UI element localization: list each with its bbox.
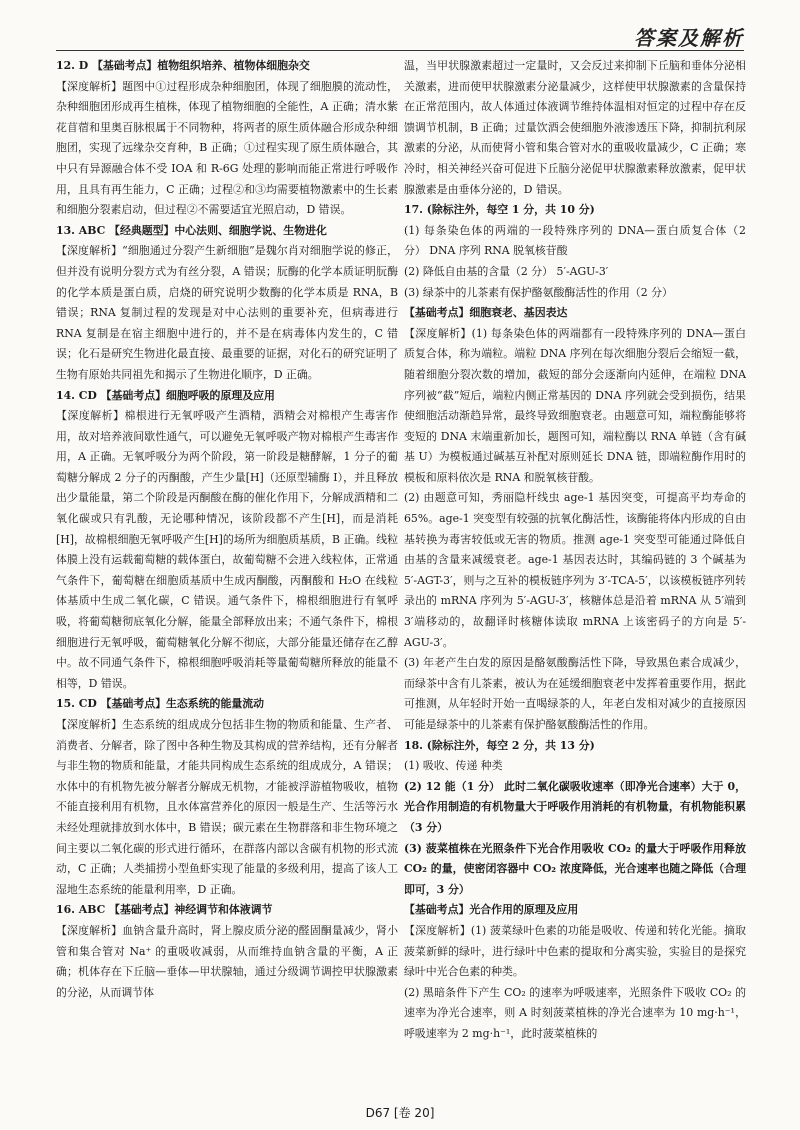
q18-head: 18. (除标注外，每空 2 分，共 13 分) [404, 738, 595, 752]
q17-analysis-2: (2) 由题意可知，秀丽隐杆线虫 age-1 基因突变，可提高平均寿命的 65%。age-1 突变型有较强的抗氧化酶活性，该酶能将体内形成的自由基转换为毒害较低或无害的物质。推测 age-1 突变型可能通过降低自由基的含量来减缓衰老。age-1 基因表达时，其编码链的 3 个碱基为 5′-AGT-3′，则与之互补的模板链序列为 3′-TCA-5′，以该模板链序列转录出的 mRNA 序列为 5′-AGU-3′，核糖体总是沿着 mRNA 从 5′端到 3′端移动的，故翻译时核糖体读取 mRNA 上该密码子的方向是 5′-AGU-3′。 [404, 491, 746, 649]
q13-analysis: 【深度解析】“细胞通过分裂产生新细胞”是魏尔肖对细胞学说的修正，但并没有说明分裂方式为有丝分裂，A 错误；朊酶的化学本质证明朊酶的化学本质是蛋白质，启烧的研究说明少数酶的化学本质是 RNA，B 错误；RNA 复制过程的发现是对中心法则的重要补充，但病毒进行 RNA 复制是在宿主细胞中进行的，并不是在病毒体内发生的，C 错误；化石是研究生物进化最直接、最重要的证据，对化石的研究证明了生物有原始共同祖先和揭示了生物进化顺序，D 正确。 [56, 244, 398, 381]
q12-head: 12. D 【基础考点】植物组织培养、植物体细胞杂交 [56, 59, 310, 72]
q13-head: 13. ABC 【经典题型】中心法则、细胞学说、生物进化 [56, 223, 327, 237]
q18-analysis-2: (2) 黑暗条件下产生 CO₂ 的速率为呼吸速率，光照条件下吸收 CO₂ 的速率为净光合速率，则 A 时刻菠菜植株的净光合速率为 10 mg·h⁻¹，呼吸速率为 2 mg·h⁻¹，此时菠菜植株的 [404, 985, 746, 1040]
q14-analysis: 【深度解析】棉根进行无氧呼吸产生酒精，酒精会对棉根产生毒害作用，故对培养液间歇性通气，可以避免无氧呼吸产物对棉根产生毒害作用，A 正确。无氧呼吸分为两个阶段，第一阶段是糖酵解，1 分子的葡萄糖分解成 2 分子的丙酮酸，产生少量[H]（还原型辅酶 Ⅰ），并且释放出少量能量，第二个阶段是丙酮酸在酶的催化作用下，分解成酒精和二氧化碳或只有乳酸，无论哪种情况，该阶段都不产生[H]，而是消耗[H]，故棉根细胞无氧呼吸产生[H]的场所为细胞质基质，B 正确。线粒体膜上没有运载葡萄糖的载体蛋白，故葡萄糖不会进入线粒体，正常通气条件下，葡萄糖在细胞质基质中生成丙酮酸，丙酮酸和 H₂O 在线粒体基质中生成二氧化碳，C 错误。通气条件下，棉根细胞进行有氧呼吸，将葡萄糖彻底氧化分解，能量全部释放出来；不通气条件下，棉根细胞进行无氧呼吸，葡萄糖氧化分解不彻底，大部分能量还储存在乙醇中。故不同通气条件下，棉根细胞呼吸消耗等量葡萄糖所释放的能量不相等，D 错误。 [56, 409, 398, 690]
q18-analysis-1: 【深度解析】(1) 菠菜绿叶色素的功能是吸收、传递和转化光能。摘取菠菜新鲜的绿叶，进行绿叶中色素的提取和分离实验，实验目的是探究绿叶中光合色素的种类。 [404, 923, 746, 979]
q18-answer-1: (1) 吸收、传递 种类 [404, 759, 503, 773]
q15-analysis: 【深度解析】生态系统的组成成分包括非生物的物质和能量、生产者、消费者、分解者，除了图中各种生物及其构成的营养结构，还有分解者与非生物的物质和能量，才能共同构成生态系统的组成成分，A 错误；水体中的有机物先被分解者分解成无机物，才能被浮游植物吸收，植物不能直接利用有机物，且水体富营养化的原因一般是生产、生活等污水未经处理就排放到水体中，B 错误；碳元素在生物群落和非生物环境之间主要以二氧化碳的形式进行循环，在群落内部以含碳有机物的形式流动，C 正确；人类捕捞小型鱼虾实现了能量的多级利用，提高了该人工湿地生态系统的能量利用率，D 正确。 [56, 718, 398, 896]
q18-answer-2: (2) 12 能（1 分） 此时二氧化碳吸收速率（即净光合速率）大于 0，光合作用制造的有机物量大于呼吸作用消耗的有机物量，有机物能积累（3 分） [404, 779, 746, 834]
q17-head: 17. (除标注外，每空 1 分，共 10 分) [404, 203, 595, 217]
header-rule [56, 50, 744, 51]
q17-analysis-3: (3) 年老产生白发的原因是酪氨酸酶活性下降，导致黑色素合成减少，而绿茶中含有儿茶素，被认为在延缓细胞衰老中发挥着重要作用，据此可推测，从年轻时开始一直喝绿茶的人，年老白发相对减少的直接原因可能是绿茶中的儿茶素有保护酪氨酸酶活性的作用。 [404, 656, 746, 731]
page-number: D67 [卷 20] [365, 1106, 435, 1120]
q12-analysis: 【深度解析】题图中①过程形成杂种细胞团，体现了细胞膜的流动性，杂种细胞团形成再生植株，体现了植物细胞的全能性，A 正确；清水紫花苜蓿和里奥百脉根属于不同物种，将两者的原生质体融合形成杂种细胞团，实现了远缘杂交育种，B 正确；①过程实现了原生质体融合，其中只有异源融合体不受 IOA 和 R-6G 处理的影响而能正常进行呼吸作用，且具有再生能力，C 正确；过程②和③均需要植物激素中的生长素和细胞分裂素启动，但过程②不需要适宜光照启动，D 错误。 [56, 79, 398, 217]
q18-answer-3: (3) 菠菜植株在光照条件下光合作用吸收 CO₂ 的量大于呼吸作用释放 CO₂ 的量，使密闭容器中 CO₂ 浓度降低，光合速率也随之降低（合理即可，3 分） [404, 841, 746, 896]
header-title: 答案及解析 [634, 26, 744, 50]
q15-head: 15. CD 【基础考点】生态系统的能量流动 [56, 697, 265, 711]
q17-analysis-1: 【深度解析】(1) 每条染色体的两端都有一段特殊序列的 DNA—蛋白质复合体，称为端粒。端粒 DNA 序列在每次细胞分裂后会缩短一截，随着细胞分裂次数的增加，截短的部分会逐渐向内延伸，在端粒 DNA 序列被“截”短后，端粒内侧正常基因的 DNA 序列就会受到损伤，结果使细胞活动渐趋异常，最终导致细胞衰老。由题意可知，端粒酶能够将变短的 DNA 末端重新加长，题图可知，端粒酶以 RNA 单链（含有碱基 U）为模板通过碱基互补配对原则延长 DNA 链，即端粒酶作用时的模板和原料依次是 RNA 和脱氧核苷酸。 [404, 326, 746, 484]
right-column [404, 56, 746, 1045]
q16-analysis: 【深度解析】血钠含量升高时，肾上腺皮质分泌的醛固酮量减少，肾小管和集合管对 Na⁺ 的重吸收减弱，从而维持血钠含量的平衡，A 正确；机体存在下丘脑—垂体—甲状腺轴，通过分级调节调控甲状腺激素的分泌，从而调节体 [56, 923, 398, 999]
q18-knowledge-point: 【基础考点】光合作用的原理及应用 [404, 903, 579, 917]
q17-knowledge-point: 【基础考点】细胞衰老、基因表达 [404, 306, 568, 320]
q16-head: 16. ABC 【基础考点】神经调节和体液调节 [56, 903, 273, 917]
q14-head: 14. CD 【基础考点】细胞呼吸的原理及应用 [56, 388, 275, 402]
left-column [56, 56, 398, 1003]
q17-answer-3: (3) 绿茶中的儿茶素有保护酪氨酸酶活性的作用（2 分） [404, 285, 673, 299]
q17-answer-2: (2) 降低自由基的含量（2 分） 5′-AGU-3′ [404, 264, 609, 278]
q17-answer-1: (1) 每条染色体的两端的一段特殊序列的 DNA—蛋白质复合体（2 分） DNA 序列 RNA 脱氧核苷酸 [404, 223, 746, 258]
q16-continued: 温，当甲状腺激素超过一定量时，又会反过来抑制下丘脑和垂体分泌相关激素，进而使甲状腺激素分泌量减少，这样使甲状腺激素的含量保持在正常范围内，故人体通过体液调节维持体温相对恒定的过程中存在反馈调节机制，B 正确；过量饮酒会使细胞外液渗透压下降，抑制抗利尿激素的分泌，从而使肾小管和集合管对水的重吸收量减少，C 正确；寒冷时，相关神经兴奋可促进下丘脑分泌促甲状腺激素释放激素，促甲状腺激素是由垂体分泌的，D 错误。 [404, 59, 746, 196]
